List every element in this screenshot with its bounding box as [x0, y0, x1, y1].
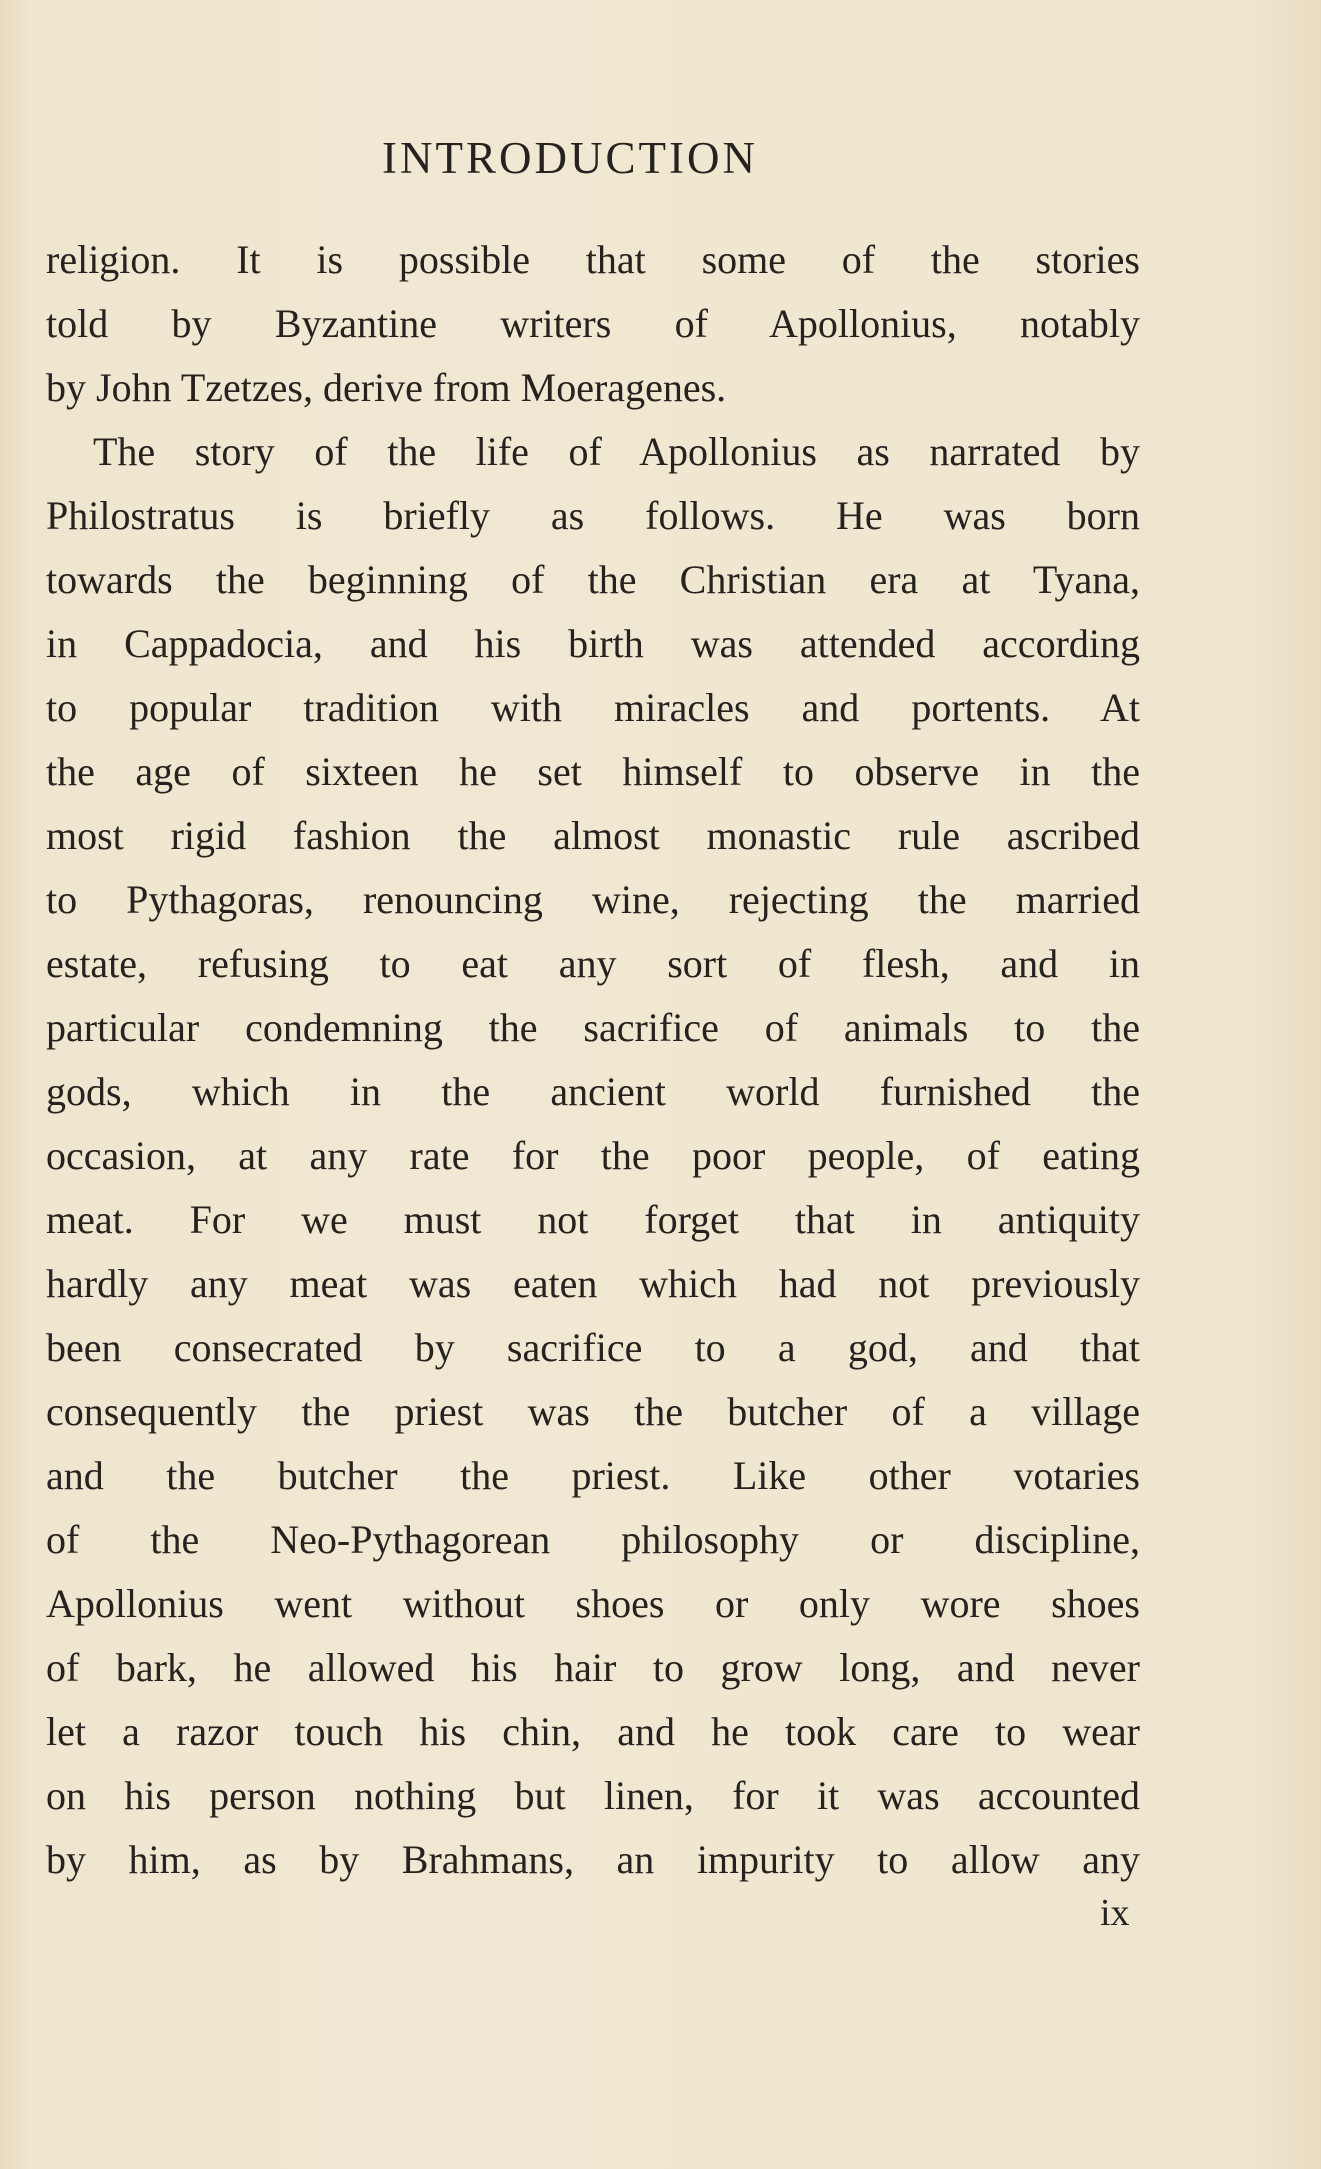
text-line: Philostratus is briefly as follows. He was born [46, 493, 1140, 538]
text-line: by John Tzetzes, derive from Moeragenes. [46, 365, 727, 410]
text-line: been consecrated by sacrifice to a god, and that [46, 1325, 1140, 1370]
page-number: ix [1100, 1892, 1130, 1934]
text-line: religion. It is possible that some of the stories [46, 237, 1140, 282]
text-line: towards the beginning of the Christian era at Tyana, [46, 557, 1140, 602]
running-head: INTRODUCTION [382, 133, 758, 183]
text-line: meat. For we must not forget that in antiquity [46, 1197, 1140, 1242]
text-line: particular condemning the sacrifice of animals to the [46, 1005, 1140, 1050]
text-line: of the Neo-Pythagorean philosophy or discipline, [46, 1517, 1140, 1562]
text-line: Apollonius went without shoes or only wore shoes [46, 1581, 1140, 1626]
text-line: of bark, he allowed his hair to grow long, and never [46, 1645, 1140, 1690]
text-line: to popular tradition with miracles and portents. At [46, 685, 1140, 730]
text-line: on his person nothing but linen, for it was accounted [46, 1773, 1140, 1818]
text-line: gods, which in the ancient world furnished the [46, 1069, 1140, 1114]
text-line: by him, as by Brahmans, an impurity to allow any [46, 1837, 1140, 1882]
text-line: estate, refusing to eat any sort of flesh, and in [46, 941, 1140, 986]
text-line: to Pythagoras, renouncing wine, rejecting the married [46, 877, 1140, 922]
text-line: told by Byzantine writers of Apollonius, notably [46, 301, 1140, 346]
text-line: occasion, at any rate for the poor people, of eating [46, 1133, 1140, 1178]
text-line: hardly any meat was eaten which had not previously [46, 1261, 1140, 1306]
text-line: in Cappadocia, and his birth was attended according [46, 621, 1140, 666]
text-line: let a razor touch his chin, and he took care to wear [46, 1709, 1140, 1754]
text-line: consequently the priest was the butcher of a village [46, 1389, 1140, 1434]
text-line: most rigid fashion the almost monastic rule ascribed [46, 813, 1140, 858]
text-line: the age of sixteen he set himself to observe in the [46, 749, 1140, 794]
text-line: The story of the life of Apollonius as narrated by [93, 429, 1140, 474]
body-text [46, 228, 1140, 1892]
text-line: and the butcher the priest. Like other votaries [46, 1453, 1140, 1498]
